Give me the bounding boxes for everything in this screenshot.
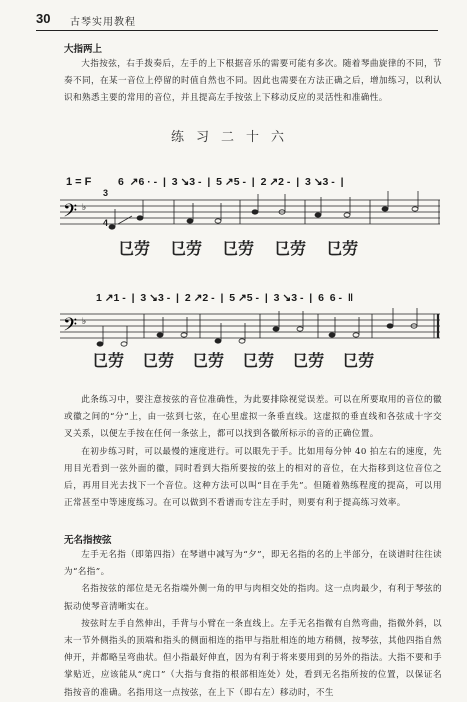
page-number: 30 <box>36 11 51 26</box>
paragraph-ring-finger-position: 名指按弦的部位是无名指端外侧一角的甲与肉相交处的指肉。这一点肉最少，有利于琴弦的振动使琴音清晰实在。 <box>64 584 442 612</box>
bass-clef-icon: 𝄢 <box>63 315 78 340</box>
tab-glyph: 㔾劳 <box>342 351 375 370</box>
tablature-row-1 <box>118 236 358 259</box>
exercise-title: 练习二十六 <box>170 130 296 145</box>
tab-glyph: 㔾劳 <box>118 239 151 258</box>
paragraph-eye-before-hand: 在初步练习时，可以最慢的速度进行。可以眼先于手。比如用每分钟 40 拍左右的速度，先用目光看到一弦外面的徽，同时看到大指所要按的弦上的相对的音位，在大指移到这位音位之后，再用目光去找下一个音位。这种方法可以叫“目在手先”。但随着熟练程度的提高，可以用正常甚至中等速度练习。在可以做到不看谱而专注左手时，则要有利于提高练习效率。 <box>64 446 442 509</box>
key-signature: 1 = F <box>66 176 92 188</box>
time-sig-bottom: 4 <box>103 218 109 228</box>
tab-glyph: 㔾劳 <box>274 239 307 258</box>
ring-finger-text <box>64 547 442 698</box>
jianpu-line-2: 1 ↗1 - | 3 ↘3 - | 2 ↗2 - | 5 ↗5 - | 3 ↘3 - | 6 6 - ‖ <box>96 292 354 304</box>
tab-glyph: 㔾劳 <box>170 239 203 258</box>
svg-text:♭: ♭ <box>82 317 87 327</box>
tab-glyph: 㔾劳 <box>222 239 255 258</box>
paragraph-thumb-slide: 大指按弦，右手拨奏后，左手的上下根据音乐的需要可能有多次。随着琴曲旋律的不同，节奏不同，在某一音位上停留的时值自然也不同。因此也需要在方法正确之后，增加练习，以利认识和熟悉主要的常用的音位，并且提高左手按弦上下移动反应的灵活性和准确性。 <box>64 59 442 104</box>
section-title-thumb: 大指两上 <box>64 44 103 55</box>
section-paragraph <box>64 56 442 108</box>
paragraph-ring-finger-technique: 按弦时左手自然伸出，手背与小臂在一条直线上。左手无名指微有自然弯曲，指微外斜，以末一节外侧指头的顶端和指头的侧面相连的指甲与指肚相连的地方稍侧，按琴弦，其他四指自然伸开，并都略呈弯曲状。但小指最好伸直，因为有利于将来要用到的另外的指法。大指不要和手掌贴近，应该能从“虎口”（大指与食指的根部相连处）处，看到无名指所按的位置，以保证名指按音的准确。名指用这一点按弦，在上下（即右左）移动时，不生 <box>64 618 442 698</box>
tab-glyph: 㔾劳 <box>142 351 175 370</box>
tab-glyph: 㔾劳 <box>326 239 359 258</box>
tab-glyph: 㔾劳 <box>92 351 125 370</box>
tab-glyph: 㔾劳 <box>292 351 325 370</box>
book-title: 古琴实用教程 <box>70 17 136 28</box>
time-sig-top: 3 <box>103 188 109 198</box>
body-text <box>64 392 442 512</box>
paragraph-ring-finger-name: 左手无名指（即第四指）在琴谱中减写为“夕”，即无名指的名的上半部分，在谈谱时往往读为“名指”。 <box>64 550 442 578</box>
tablature-row-2 <box>92 348 374 371</box>
section-title-ring-finger: 无名指按弦 <box>64 535 112 546</box>
tab-glyph: 㔾劳 <box>242 351 275 370</box>
paragraph-visual-line: 此条练习中，要注意按弦的音位准确性，为此要排除视觉误差。可以在所要取用的音位的徽或徽之间的“分”上，由一弦到七弦，在心里虚拟一条垂直线。这虚拟的垂直线和各弦成十字交叉关系，以便左手按在任何一条弦上，都可以找到各徽所标示的音的正确位置。 <box>64 395 442 440</box>
header-rule <box>36 30 438 31</box>
tab-glyph: 㔾劳 <box>192 351 225 370</box>
staff-2 <box>60 308 442 348</box>
jianpu-line-1: 6 ↗6 · - | 3 ↘3 - | 5 ↗5 - | 2 ↗2 - | 3 ↘3 - | <box>118 176 344 188</box>
staff-1 <box>60 196 442 232</box>
svg-text:♭: ♭ <box>82 203 87 213</box>
bass-clef-icon: 𝄢 <box>63 201 78 226</box>
